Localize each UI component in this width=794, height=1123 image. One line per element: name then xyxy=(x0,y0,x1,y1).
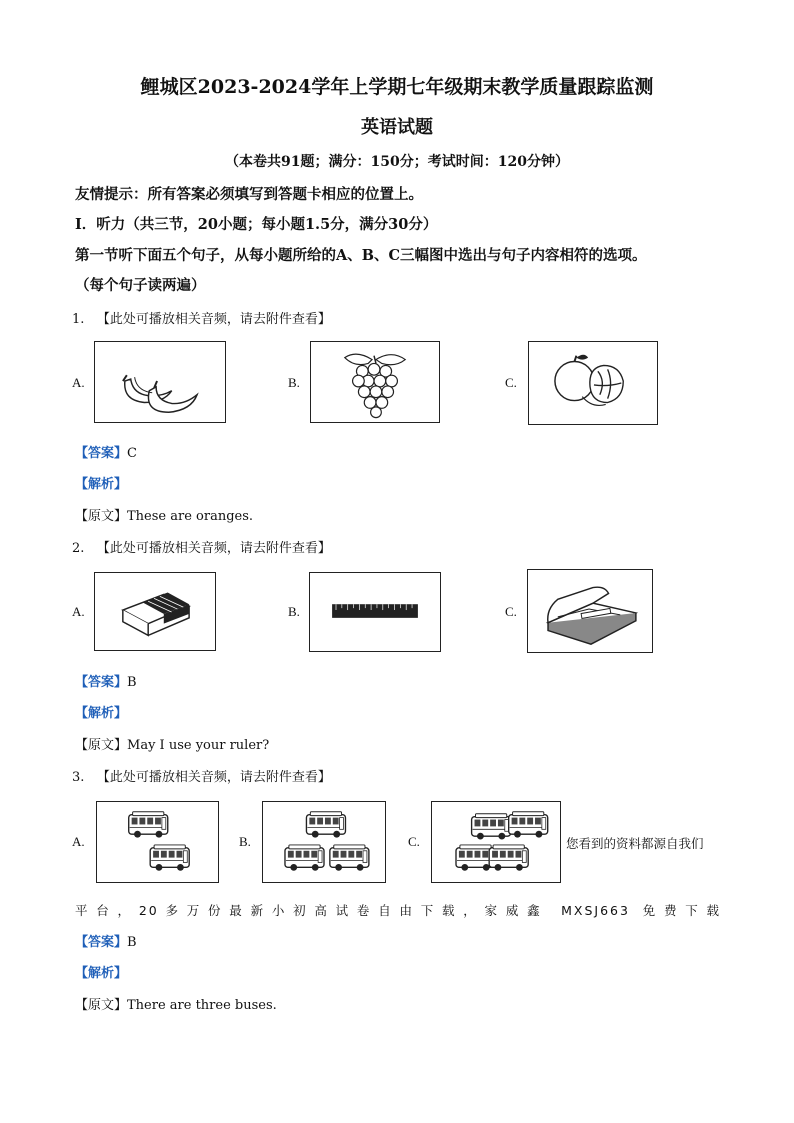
section-heading: Ⅰ．听力（共三节，20小题；每小题1.5分，满分30分） xyxy=(75,216,438,233)
bananas-icon[interactable] xyxy=(94,341,226,423)
answer-row xyxy=(75,671,137,690)
pencil-case-icon[interactable] xyxy=(527,569,653,653)
analysis-row xyxy=(75,702,127,721)
three-buses-icon[interactable] xyxy=(262,801,386,883)
watermark-line-2: 平台，20多万份最新小初高试卷自由下载，家威鑫 MXSJ663 免费下载 xyxy=(75,903,721,918)
answer-value: B xyxy=(127,935,137,950)
two-buses-icon[interactable] xyxy=(96,801,219,883)
option-b-label: B. xyxy=(288,375,300,390)
page-title: 鲤城区2023-2024学年上学期七年级期末教学质量跟踪监测 xyxy=(140,76,654,98)
original-text: These are oranges. xyxy=(127,509,254,524)
answer-row xyxy=(75,442,137,461)
original-label: 【原文】 xyxy=(75,509,128,524)
question-2-prompt[interactable] xyxy=(72,537,331,556)
section-note: （每个句子读两遍） xyxy=(75,277,206,294)
option-b-label: B. xyxy=(288,604,300,619)
option-a-label: A. xyxy=(72,834,85,849)
notice: 友情提示：所有答案必须填写到答题卡相应的位置上。 xyxy=(75,186,423,203)
option-c-label: C. xyxy=(408,834,420,849)
original-row xyxy=(75,734,269,753)
ruler-icon[interactable] xyxy=(309,572,441,652)
analysis-row xyxy=(75,473,127,492)
question-3-prompt[interactable] xyxy=(72,766,331,785)
eraser-icon[interactable] xyxy=(94,572,216,651)
original-text: May I use your ruler? xyxy=(127,738,270,753)
analysis-label: 【解析】 xyxy=(75,477,128,492)
original-row xyxy=(75,505,253,524)
answer-label: 【答案】 xyxy=(75,935,128,950)
original-label: 【原文】 xyxy=(75,998,128,1013)
option-c-label: C. xyxy=(505,375,517,390)
answer-value: B xyxy=(127,675,137,690)
answer-value: C xyxy=(127,446,137,461)
audio-prompt: 【此处可播放相关音频，请去附件查看】 xyxy=(96,770,331,785)
question-number: 1. xyxy=(72,312,85,327)
original-text: There are three buses. xyxy=(127,998,277,1013)
option-c-label: C. xyxy=(505,604,517,619)
question-number: 2. xyxy=(72,541,85,556)
original-label: 【原文】 xyxy=(75,738,128,753)
grapes-icon[interactable] xyxy=(310,341,440,423)
exam-info: （本卷共91题；满分：150分；考试时间：120分钟） xyxy=(225,154,569,170)
audio-prompt: 【此处可播放相关音频，请去附件查看】 xyxy=(96,541,331,556)
oranges-icon[interactable] xyxy=(528,341,658,425)
answer-label: 【答案】 xyxy=(75,675,128,690)
section-instruction: 第一节听下面五个句子，从每小题所给的A、B、C三幅图中选出与句子内容相符的选项。 xyxy=(75,247,647,264)
answer-row xyxy=(75,931,137,950)
page-subtitle: 英语试题 xyxy=(361,117,433,138)
analysis-row xyxy=(75,962,127,981)
original-row xyxy=(75,994,277,1013)
audio-prompt: 【此处可播放相关音频，请去附件查看】 xyxy=(96,312,331,327)
option-a-label: A. xyxy=(72,604,85,619)
analysis-label: 【解析】 xyxy=(75,706,128,721)
question-1-prompt[interactable] xyxy=(72,308,331,327)
question-number: 3. xyxy=(72,770,85,785)
four-buses-icon[interactable] xyxy=(431,801,561,883)
answer-label: 【答案】 xyxy=(75,446,128,461)
option-a-label: A. xyxy=(72,375,85,390)
analysis-label: 【解析】 xyxy=(75,966,128,981)
option-b-label: B. xyxy=(239,834,251,849)
watermark-line-1: 您看到的资料都源自我们 xyxy=(566,836,704,851)
